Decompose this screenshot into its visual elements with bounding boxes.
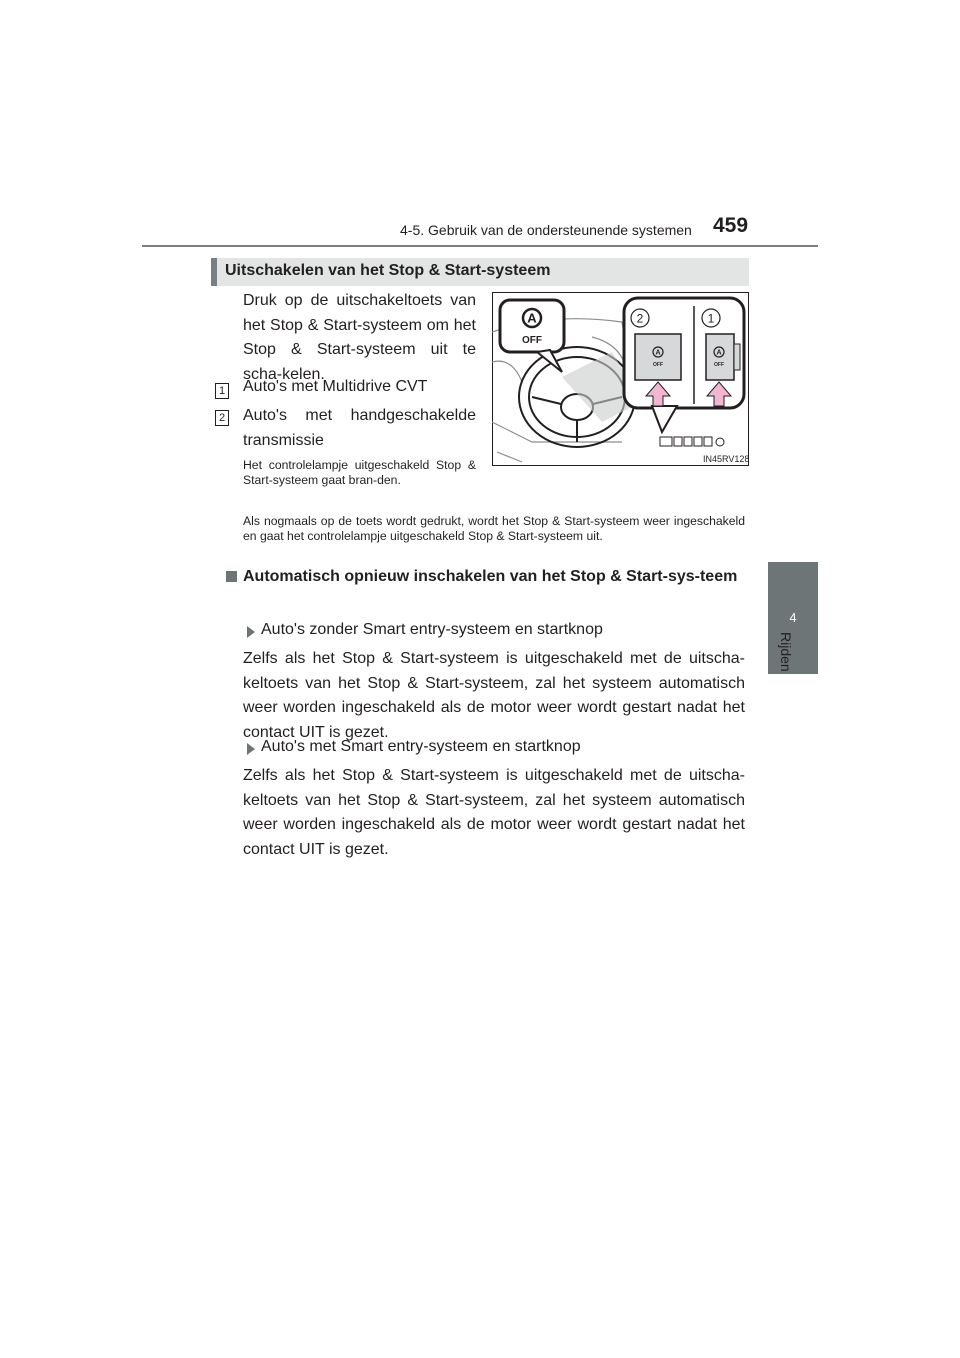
page-number: 459 [713, 214, 749, 237]
svg-text:A: A [527, 310, 537, 326]
item-number-2: 2 [215, 410, 229, 426]
chapter-number: 4 [789, 610, 797, 625]
header-rule [142, 245, 818, 247]
dashboard-illustration [492, 292, 749, 466]
svg-text:OFF: OFF [522, 335, 542, 346]
triangle-bullet-icon [247, 626, 255, 638]
chapter-label: Rijden [778, 632, 794, 672]
subsection-marker [226, 571, 237, 582]
condition-text-2: Zelfs als het Stop & Start-systeem is uitgeschakeld met de uitscha-keltoets van het Stop & Start-systeem, zal het systeem automatisch weer worden ingeschakeld als de motor weer wordt gestart nadat het contact UIT is gezet. [243, 767, 745, 858]
note-indicator: Het controlelampje uitgeschakeld Stop & Start-systeem gaat bran-den. [243, 458, 476, 487]
item-number-1: 1 [215, 383, 229, 399]
callout-2: 2 [636, 311, 644, 326]
intro-paragraph: Druk op de uitschakeltoets van het Stop & Start-systeem om het Stop & Start-systeem uit te scha-kelen. [243, 292, 476, 383]
svg-text:OFF: OFF [653, 362, 663, 368]
svg-text:A: A [716, 349, 722, 357]
section-heading: Uitschakelen van het Stop & Start-systeem [225, 262, 551, 279]
condition-label-1: Auto's zonder Smart entry-systeem en startknop [261, 621, 603, 638]
svg-text:A: A [655, 349, 661, 357]
svg-text:OFF: OFF [714, 362, 724, 368]
section-path: 4-5. Gebruik van de ondersteunende systemen [400, 222, 692, 238]
figure-code: IN45RV128 [703, 454, 749, 464]
condition-label-2: Auto's met Smart entry-systeem en startknop [261, 738, 581, 755]
callout-1: 1 [707, 311, 715, 326]
chapter-label-wrap [778, 632, 812, 692]
triangle-bullet-icon [247, 743, 255, 755]
item-text-1: Auto's met Multidrive CVT [243, 378, 428, 395]
subsection-heading: Automatisch opnieuw inschakelen van het Stop & Start-sys-teem [243, 568, 738, 585]
item-text-2: Auto's met handgeschakelde transmissie [243, 407, 476, 449]
note-reenable: Als nogmaals op de toets wordt gedrukt, wordt het Stop & Start-systeem weer ingeschakeld en gaat het controlelampje uitgeschakeld Stop & Start-systeem uit. [243, 514, 745, 543]
condition-text-1: Zelfs als het Stop & Start-systeem is uitgeschakeld met de uitscha-keltoets van het Stop & Start-systeem, zal het systeem automatisch weer worden ingeschakeld als de motor weer wordt gestart nadat het contact UIT is gezet. [243, 650, 745, 741]
